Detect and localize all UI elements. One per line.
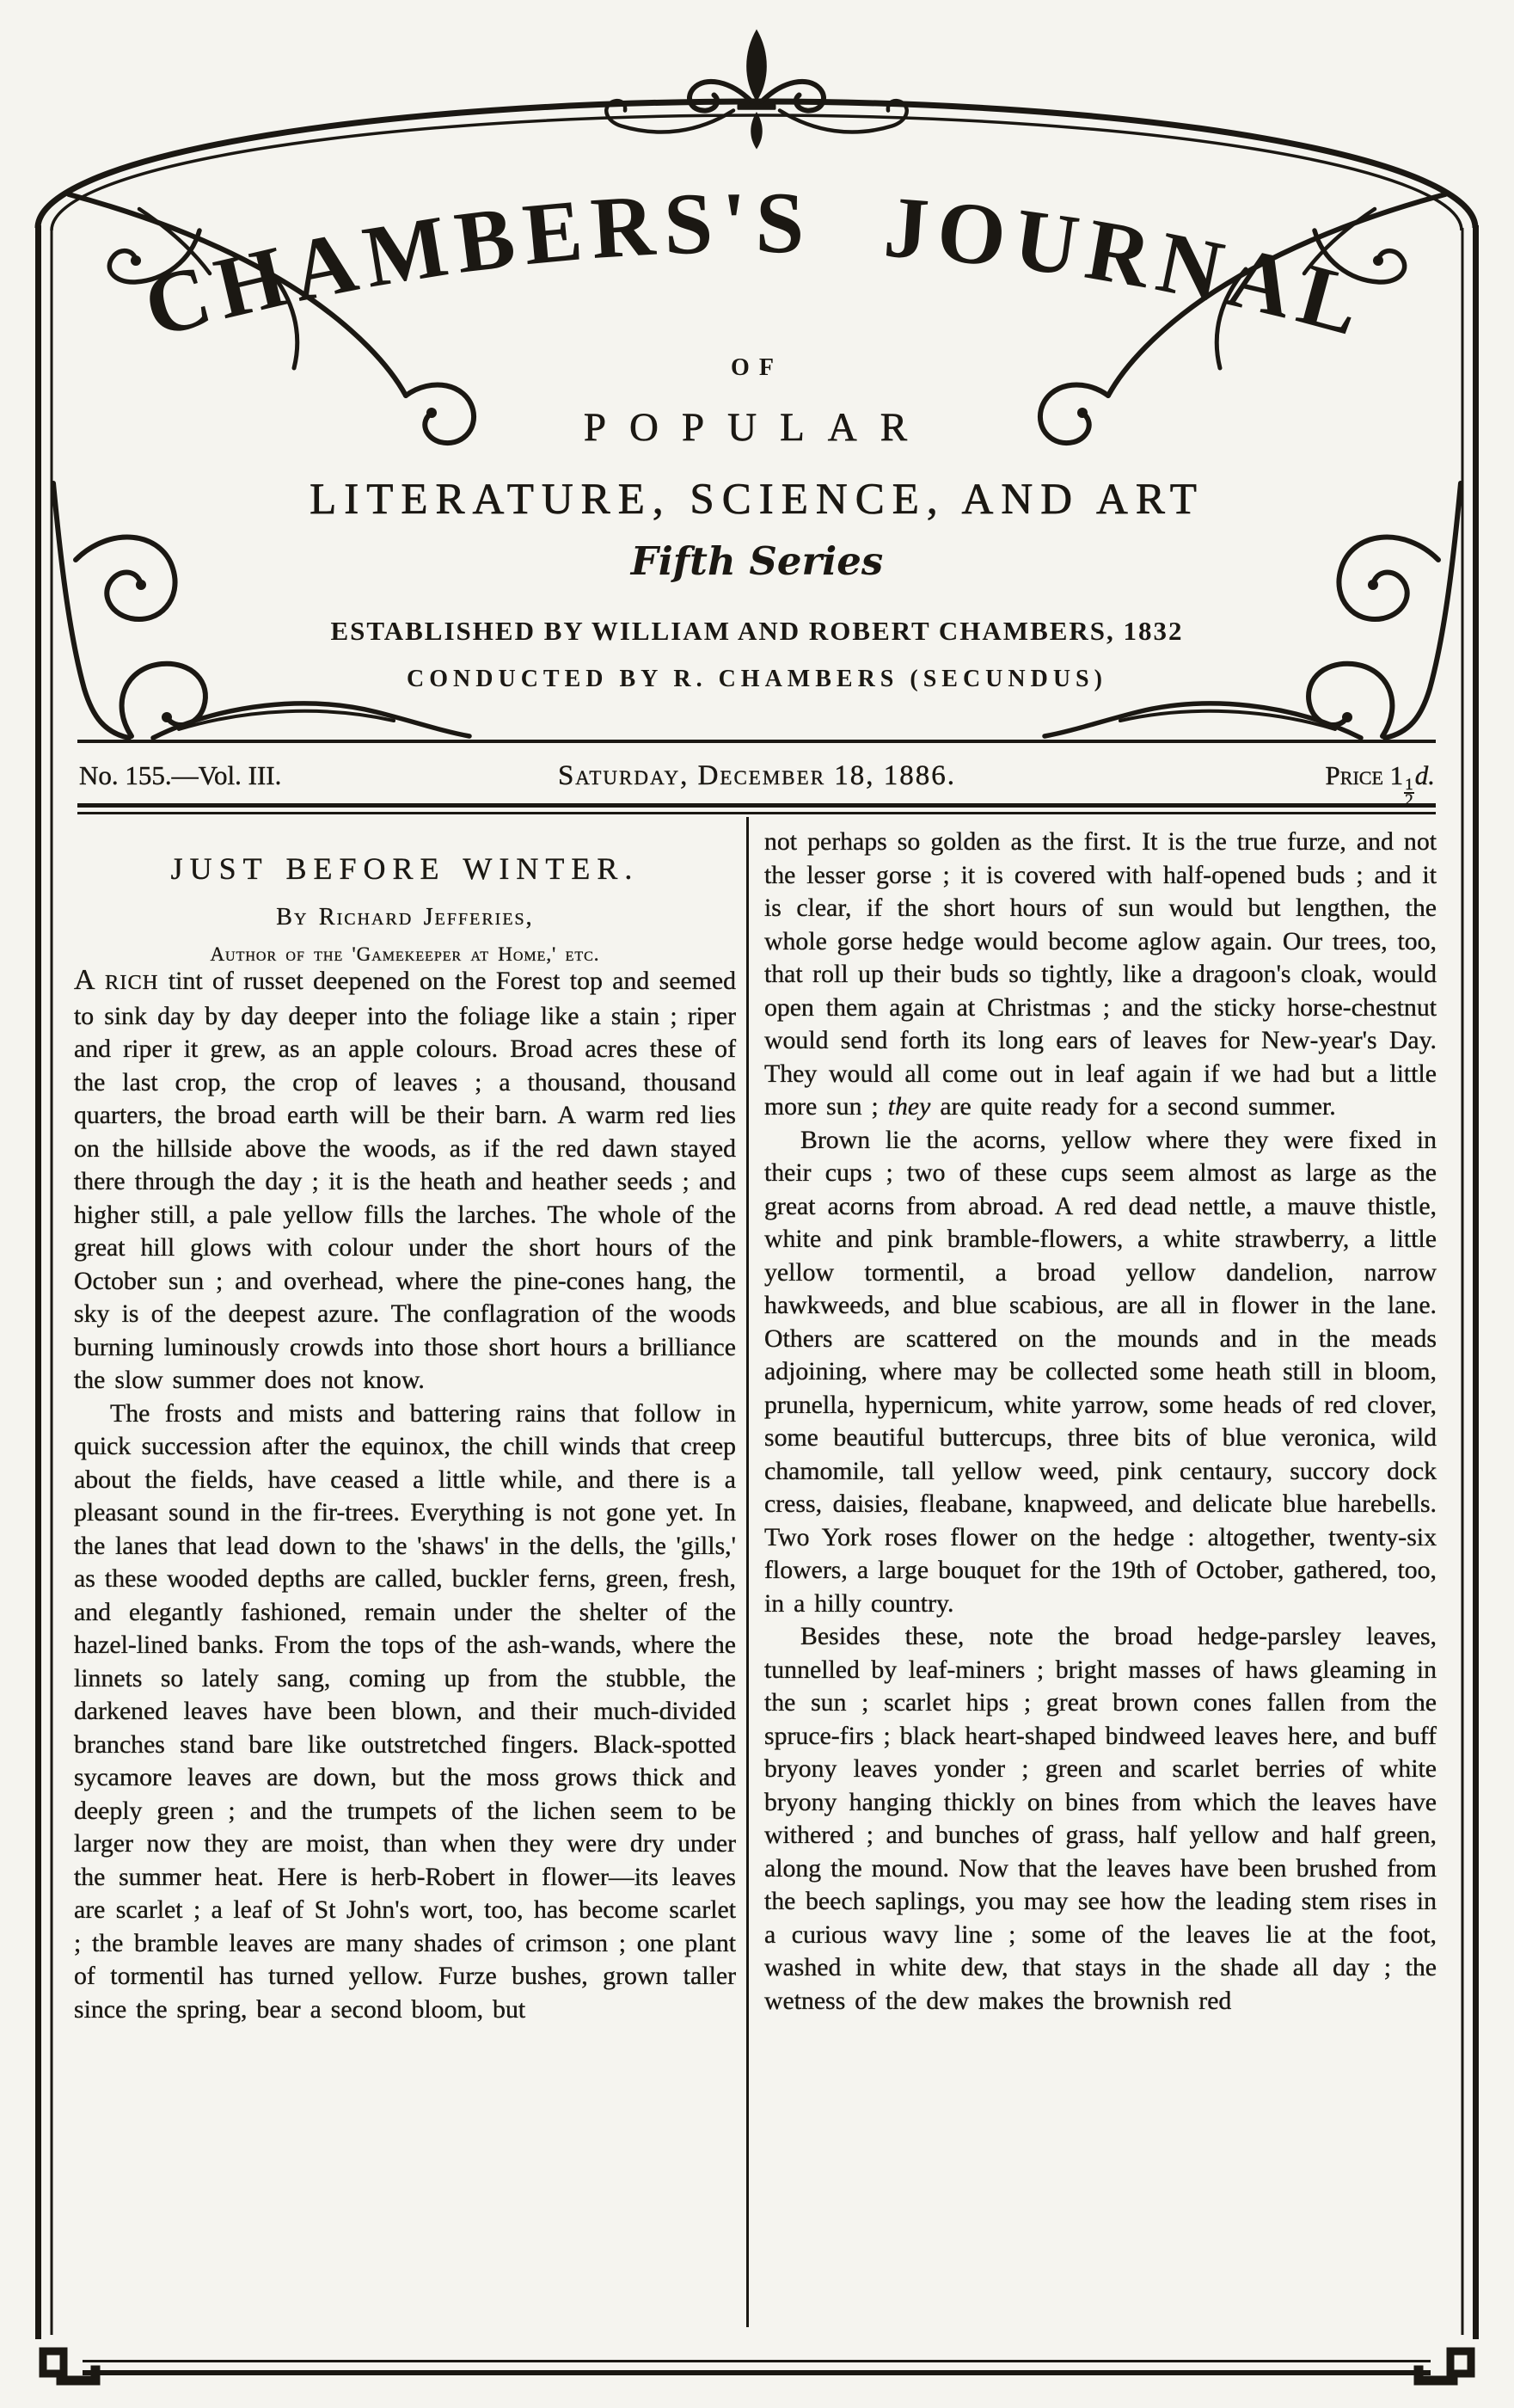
svg-text:CHAMBERS'S JOURNAL [134,175,1378,357]
body-paragraph: Besides these, note the broad hedge-parsley leaves, tunnelled by leaf-miners ; bright masses of haws gleaming in the sun ; scarlet hips ; great brown cones fallen from the spruce-firs ; black heart-shaped bindweed leaves here, and buff bryony leaves yonder ; green and scarlet berries of white bryony hanging thickly on bines from which the leaves have withered ; and bunches of grass, half yellow and half green, along the mound. Now that the leaves have been brushed from the beech saplings, you may see how the leading stem rises in a curious wavy line ; some of the leaves lie at the foot, washed in white dew, that stays in the shade all day ; the wetness of the dew makes the brownish red [764,1622,1437,2015]
masthead-of: OF [731,354,783,381]
masthead-rule [77,740,1436,743]
masthead-title: CHAMBERS'S JOURNAL [134,174,1379,357]
body-paragraph: not perhaps so golden as the first. It is the true furze, and not the lesser gorse ; it is covered with half-opened buds ; and it is clear, if the short hours of sun would but lengthen, the whole gorse hedge would become aglow again. Our trees, too, that roll up their buds so tightly, like a dragoon's cloak, would open them again at Christmas ; and the sticky horse-chestnut would send forth its long ears of leaves for New-year's Day. They would all come out in leaf again if we had but a little more sun ; they are quite ready for a second summer. [764,827,1437,1121]
article-author-note: Author of the 'Gamekeeper at Home,' etc. [210,943,600,965]
price-label: Price [1325,760,1383,790]
issue-line [79,760,1435,808]
masthead-popular: POPULAR [583,405,931,450]
body-paragraph: Brown lie the acorns, yellow where they were fixed in their cups ; two of these cups seem almost as large as the great acorns from abroad. A red dead nettle, a mauve thistle, white and pink bramble-flowers, a white strawberry, a little yellow tormentil, a broad yellow dandelion, narrow hawkweeds, and blue scabious, are all in flower in the lane. Others are scattered on the mounds and in the meads adjoining, where may be collected some heath still in bloom, prunella, hypernicum, white yarrow, some heads of red clover, some beautiful buttercups, three bits of blue veronica, wild chamomile, tall yellow weed, pink centaury, succory dock cress, daisies, fleabane, knapweed, and delicate blue harebells. Two York roses flower on the hedge : altogether, twenty-six flowers, a large bouquet for the 19th of October, gathered, too, in a hilly country. [764,1125,1437,1618]
masthead-series: Fifth Series [630,538,884,584]
issue-price [1326,760,1435,808]
price-fraction: $\frac{1}{2}$ [1405,776,1413,810]
issue-number: No. 155.—Vol. III. [79,760,282,790]
issue-date: Saturday, December 18, 1886. [557,760,957,791]
corner-fret-right [1419,2351,1471,2380]
masthead-conducted: CONDUCTED BY R. CHAMBERS (SECUNDUS) [407,666,1107,692]
lead-opening-word: RICH [104,971,159,994]
article-title: JUST BEFORE WINTER. [170,851,640,886]
italic-word: they [887,1092,931,1121]
right-column [764,819,1437,2018]
masthead-established: ESTABLISHED BY WILLIAM AND ROBERT CHAMBERS, 1832 [330,616,1184,646]
price-integer: 1 [1389,760,1404,790]
body-paragraph: The frosts and mists and battering rains that follow in quick succession after the equinox, the chill winds that creep about the fields, have ceased a little while, and there is a pleasant sound in the fir-trees. Everything is not gone yet. In the lanes that lead down to the 'shaws' in the dells, the 'gills,' as these wooded depths are called, buckler ferns, green, fresh, and elegantly fashioned, remain under the shelter of the hazel-lined banks. From the tops of the ash-wands, where the linnets so lately sang, coming up from the stubble, the darkened leaves have been blown, and their much-divided branches stand bare like outstretched fingers. Black-spotted sycamore leaves are down, but the moss grows thick and deeply green ; and the trumpets of the lichen seem to be larger now they are moist, than when they were dry under the summer heat. Here is herb-Robert in flower—its leaves are scarlet ; a leaf of St John's wort, too, has become scarlet ; the bramble leaves are many shades of crimson ; one plant of tormentil has turned yellow. Furze bushes, grown taller since the spring, bear a second bloom, but [74,1398,736,2024]
lead-initial: A [74,964,95,996]
left-column [74,831,736,2026]
lead-paragraph [74,964,736,1398]
fleur-de-lis-ornament [606,29,906,150]
price-unit: d. [1414,760,1435,790]
bottom-rules [83,2360,1431,2375]
article-byline: By Richard Jefferies, [276,904,534,931]
lead-text: tint of russet deepened on the Forest top and seemed to sink day by day deeper into the foliage like a stain ; riper and riper it grew, as an apple colours. Broad acres these of the last crop, the crop of leaves ; a thousand, thousand quarters, the broad earth will be their barn. A warm red lies on the hillside above the woods, as if the red dawn stayed there through the day ; it is the heath and heather seeds ; and higher still, a pale yellow fills the larches. The whole of the great hill glows with colour under the short hours of the October sun ; and overhead, where the pine-cones hang, the sky is of the deepest azure. The conflagration of the woods burning luminously crowds into those short hours a brilliance the slow summer does not know. [74,967,736,1394]
column-divider-rule [746,817,749,2327]
corner-fret-left [43,2351,95,2380]
masthead-subjects: LITERATURE, SCIENCE, AND ART [310,476,1204,524]
